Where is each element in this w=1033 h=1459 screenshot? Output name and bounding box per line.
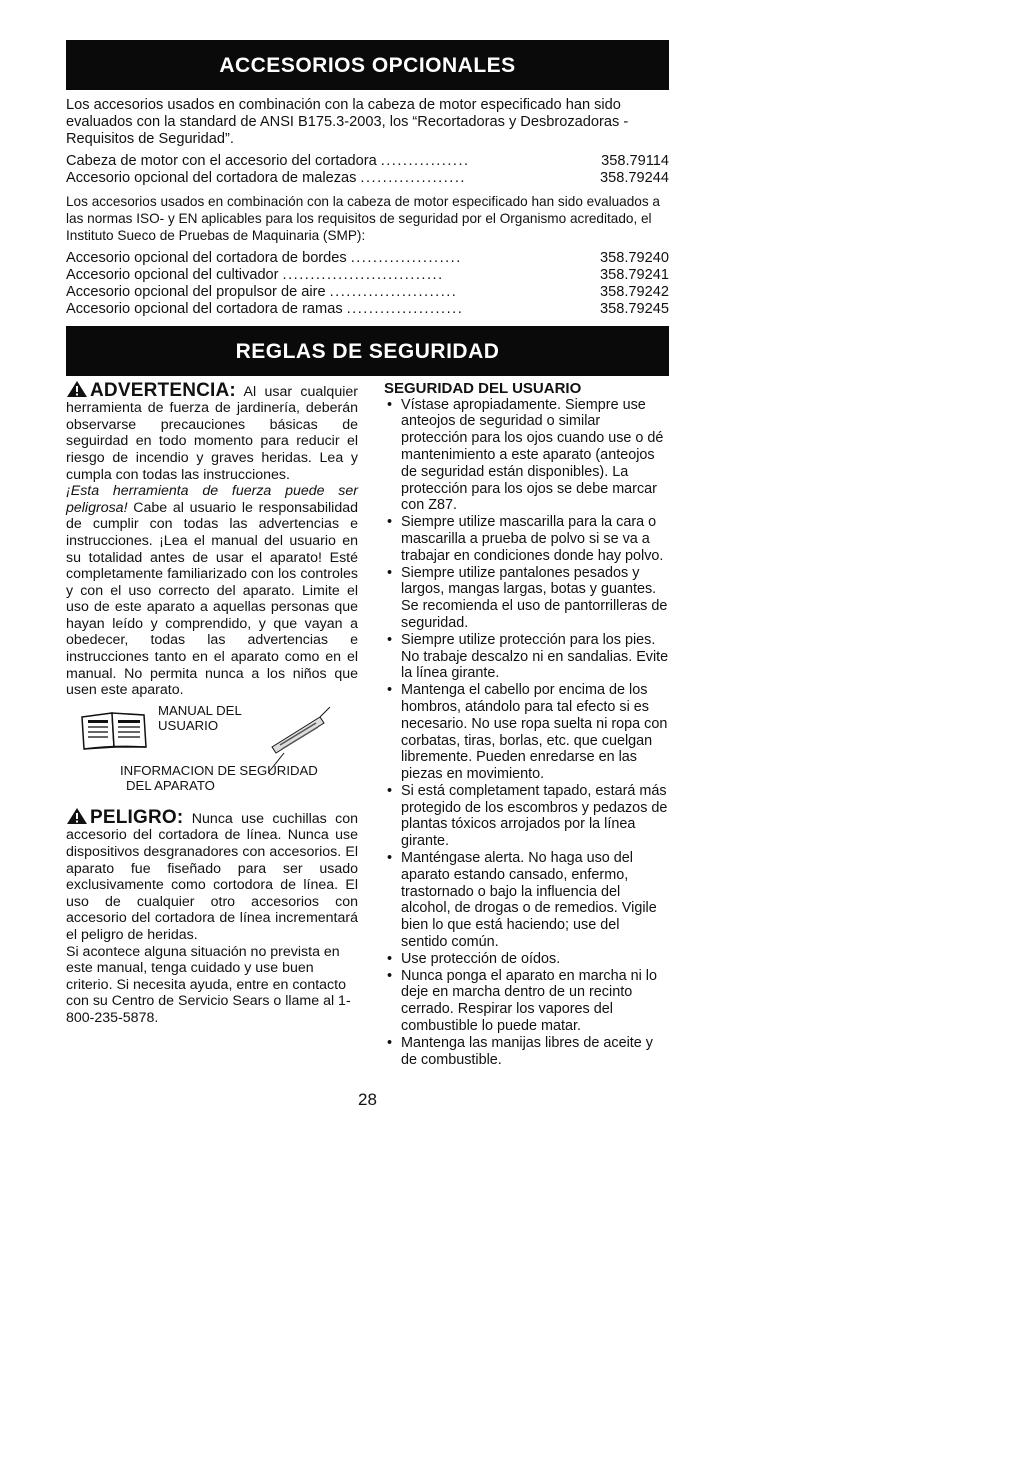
danger-title: PELIGRO: [90, 806, 184, 828]
contact-paragraph: Si acontece alguna situación no prevista en este manual, tenga cuidado y use buen criterio. Si necesita ayuda, entre en contacto con su Centro de Servicio Sears o llame al 1-800-235-5878. [66, 943, 351, 1026]
part-row [66, 284, 669, 301]
warning-triangle-icon [66, 807, 88, 825]
manual-page [66, 40, 669, 1109]
parts-list-iso [66, 250, 669, 317]
part-row [66, 153, 669, 170]
part-row [66, 250, 669, 267]
warning-paragraph [66, 380, 358, 484]
two-column-body [66, 380, 669, 1069]
intro-ansi: Los accesorios usados en combinación con la cabeza de motor especificado han sido evaluados con la standard de ANSI B175.3-2003, los “Recortadoras y Desbrozadoras - Requisitos de Seguridad”. [66, 97, 629, 147]
info-label-line1: INFORMACION DE SEGURIDAD [120, 762, 318, 778]
part-number: 358.79242 [600, 283, 669, 300]
part-number: 358.79244 [600, 170, 669, 187]
manual-label-line2: USUARIO [158, 717, 219, 733]
dot-leader: ............................. [282, 267, 444, 284]
user-safety-list [384, 397, 669, 1069]
danger-paragraph [66, 807, 358, 944]
responsibility-text: Cabe al usuario le responsabilidad de cumplir con todas las advertencias e instrucciones. ¡Lea el manual del usuario en su totalidad antes de usar el aparato! Esté completamente familiarizado con los controles y con el uso correcto del aparato. Limite el uso de este aparato a aquellas personas que hayan leído y comprendido, y que vayan a obedecer, todas las advertencias e instrucciones tanto en el aparato como en el manual. No permita nunca a los niños que usen este aparato. [66, 499, 358, 699]
list-item: • Si está completament tapado, estará más protegido de los escombros y pedazos de plantas tóxicos arrojados por la línea girante. [384, 783, 669, 850]
owner-manual-book-icon [78, 709, 150, 751]
list-item: • Siempre utilize pantalones pesados y largos, mangas largas, botas y guantes. Se recomienda el uso de pantorrilleras de seguridad. [384, 565, 669, 632]
warning-title: ADVERTENCIA: [90, 379, 236, 401]
warning-triangle-icon [66, 380, 88, 398]
part-name: Accesorio opcional del cortadora de bordes [66, 250, 347, 267]
part-name: Accesorio opcional del cortadora de ramas [66, 300, 343, 317]
part-name: Accesorio opcional del propulsor de aire [66, 283, 326, 300]
part-row [66, 170, 669, 187]
left-column [66, 380, 358, 1069]
manual-label-line1: MANUAL DEL [158, 702, 242, 718]
dot-leader: ................ [380, 153, 470, 170]
info-label [120, 763, 318, 793]
part-name: Accesorio opcional del cortadora de malezas [66, 170, 357, 187]
dot-leader: ....................... [329, 283, 458, 300]
section-banner-accesorios: ACCESORIOS OPCIONALES [66, 40, 669, 90]
danger-text: Nunca use cuchillas con accesorio del cortadora de línea. Nunca use dispositivos desgranadores con accesorios. El aparato fue fiseñado para ser usado exclusivamente como cortodora de línea. El uso de cualquier otro accesorios con accesorio del cortadora de línea incrementará el peligro de heridas. [66, 810, 358, 943]
list-item: • Nunca ponga el aparato en marcha ni lo deje en marcha dentro de un recinto cerrado. Respirar los vapores del combustible lo puede matar. [384, 968, 669, 1035]
parts-list-ansi [66, 153, 669, 187]
list-item: • Vístase apropiadamente. Siempre use anteojos de seguridad o similar protección para los ojos cuando use o dé mantenimiento a este aparato (anteojos de seguridad están disponibles). La protección para los ojos se debe marcar con Z87. [384, 397, 669, 515]
warning-heading [66, 380, 236, 401]
manual-reference-graphic [66, 703, 358, 807]
user-safety-heading: SEGURIDAD DEL USUARIO [384, 379, 582, 397]
part-number: 358.79240 [600, 250, 669, 267]
part-row [66, 301, 669, 318]
part-number: 358.79241 [600, 267, 669, 284]
page-number: 28 [358, 1090, 377, 1109]
danger-heading [66, 807, 183, 828]
manual-label [158, 703, 242, 733]
section-banner-seguridad: REGLAS DE SEGURIDAD [66, 326, 669, 376]
intro-iso: Los accesorios usados en combinación con la cabeza de motor especificado han sido evaluados a las normas ISO- y EN aplicables para los requisitos de seguridad por el Organismo acreditado, el Instituto Sueco de Pruebas de Maquinaria (SMP): [66, 193, 660, 243]
part-name: Cabeza de motor con el accesorio del cortadora [66, 153, 377, 170]
danger-tool-italic: ¡Esta herramienta de fuerza puede ser peligrosa! [66, 483, 358, 516]
dot-leader: ................... [360, 170, 466, 187]
right-column [384, 380, 669, 1069]
list-item: • Siempre utilize mascarilla para la cara o mascarilla a prueba de polvo si se va a trabajar en condiciones donde hay polvo. [384, 514, 669, 564]
part-name: Accesorio opcional del cultivador [66, 267, 279, 284]
part-number: 358.79114 [601, 153, 669, 170]
warning-text: Al usar cualquier herramienta de fuerza de jardinería, deberán observarse precauciones básicas de seguirdad en todo momento para reducir el riesgo de incendio y graves heridas. Lea y cumpla con todas las instrucciones. [66, 383, 358, 483]
dot-leader: ..................... [346, 300, 464, 317]
list-item: • Mantenga las manijas libres de aceite y de combustible. [384, 1035, 669, 1069]
responsibility-paragraph [66, 483, 358, 699]
list-item: • Siempre utilize protección para los pies. No trabaje descalzo ni en sandalias. Evite la línea girante. [384, 632, 669, 682]
info-label-line2: DEL APARATO [126, 777, 215, 793]
list-item: • Manténgase alerta. No haga uso del aparato estando cansado, enfermo, trastornado o bajo la influencia del alcohol, de drogas o de remedios. Vigile bien lo que está haciendo; use del sentido común. [384, 850, 669, 951]
part-number: 358.79245 [600, 300, 669, 317]
list-item: • Mantenga el cabello por encima de los hombros, atándolo para tal efecto si es necesario. No use ropa suelta ni ropa con corbatas, tiras, borlas, etc. que cuelgan libremente. Pueden enredarse en las piezas en movimiento. [384, 682, 669, 783]
dot-leader: .................... [350, 250, 462, 267]
list-item: • Use protección de oídos. [384, 951, 669, 968]
part-row [66, 267, 669, 284]
